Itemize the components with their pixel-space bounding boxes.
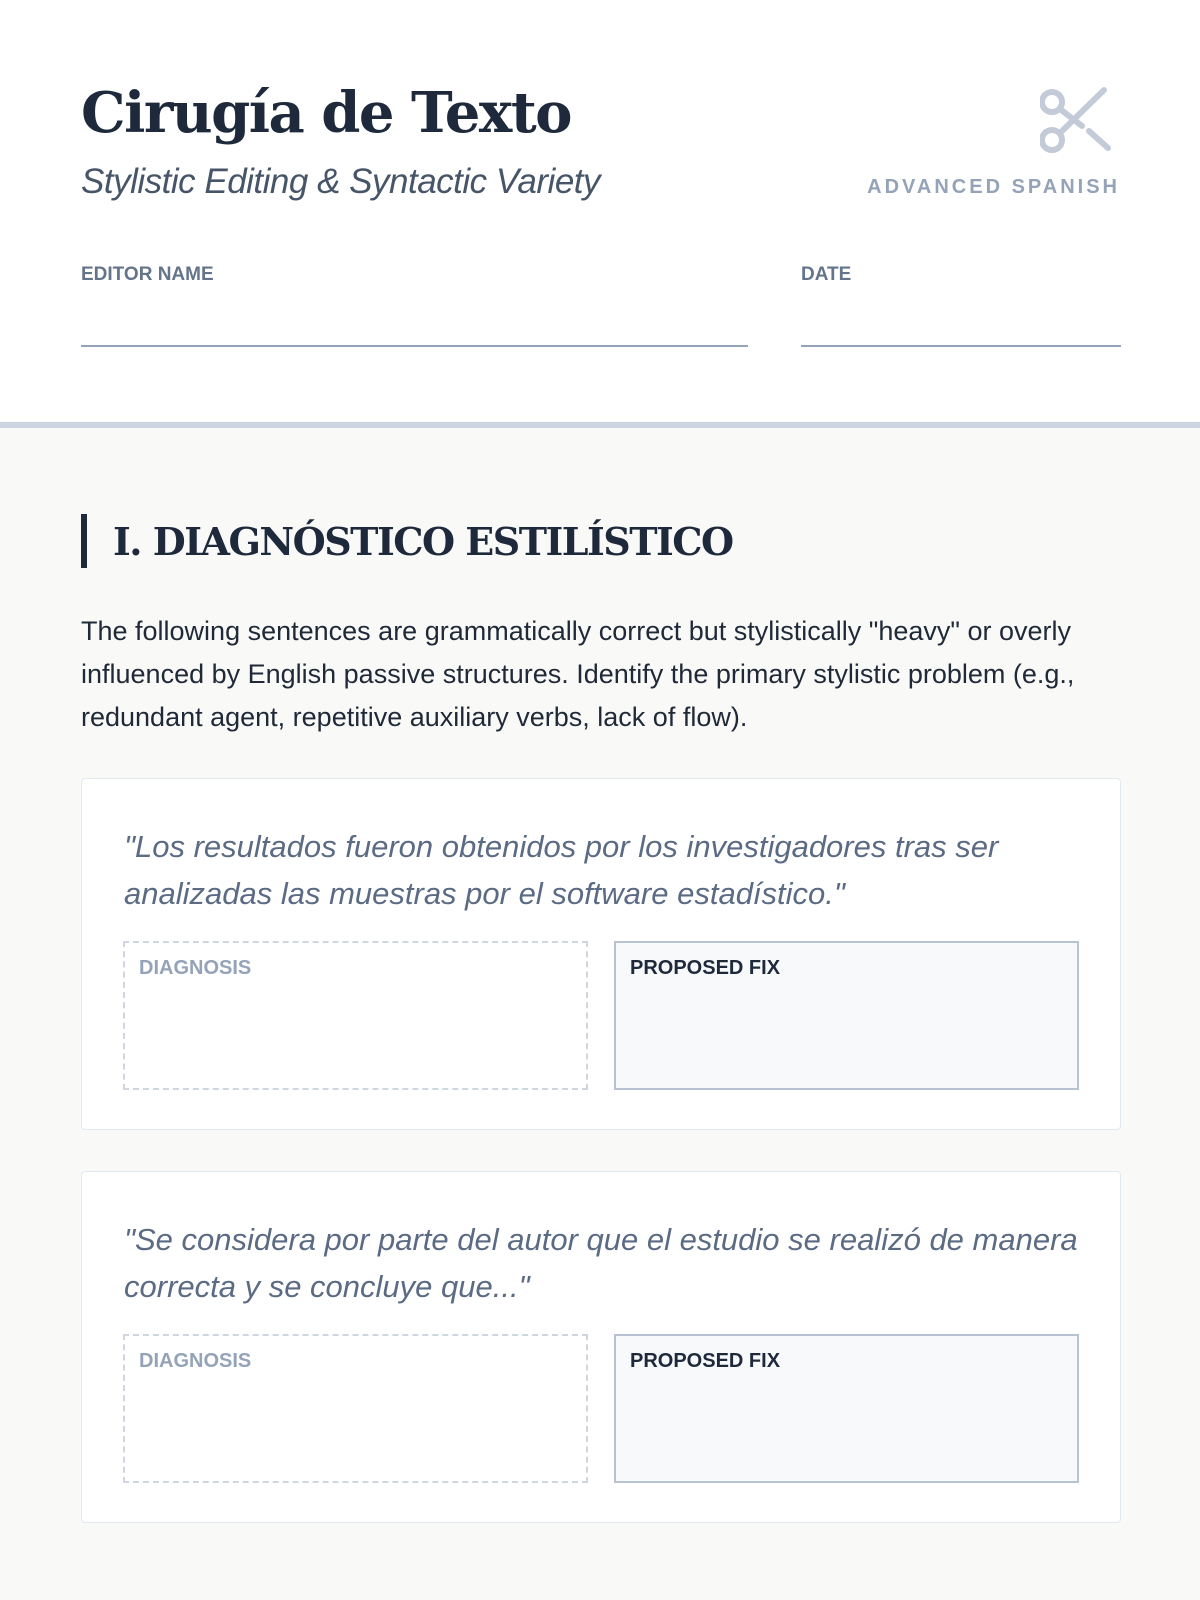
section-title: I. DIAGNÓSTICO ESTILÍSTICO <box>113 518 733 564</box>
editor-name-label: EDITOR NAME <box>81 264 214 285</box>
level-label: ADVANCED SPANISH <box>867 176 1120 198</box>
date-field[interactable] <box>801 345 1121 347</box>
proposed-fix-field[interactable] <box>614 941 1079 1090</box>
diagnosis-field[interactable] <box>123 1334 588 1483</box>
page-title: Cirugía de Texto <box>81 80 572 146</box>
proposed-fix-label: PROPOSED FIX <box>630 1350 781 1372</box>
page-subtitle: Stylistic Editing & Syntactic Variety <box>81 162 601 201</box>
diagnosis-label: DIAGNOSIS <box>139 1350 252 1372</box>
scissors-icon <box>1040 86 1114 156</box>
exercise-sentence: "Se considera por parte del autor que el estudio se realizó de manera correcta y se concluye que..." <box>124 1222 1078 1304</box>
section-heading <box>81 514 733 568</box>
exercise-sentence: "Los resultados fueron obtenidos por los investigadores tras ser analizadas las muestras por el software estadístico." <box>124 829 999 911</box>
diagnosis-field[interactable] <box>123 941 588 1090</box>
proposed-fix-label: PROPOSED FIX <box>630 957 781 979</box>
editor-name-field[interactable] <box>81 345 748 347</box>
exercise-card <box>81 1171 1121 1523</box>
worksheet-header <box>0 0 1200 428</box>
section-instructions: The following sentences are grammatically correct but stylistically "heavy" or overly influenced by English passive structures. Identify the primary stylistic problem (e.g., redundant agent, repetitive auxiliary verbs, lack of flow). <box>81 616 1075 732</box>
proposed-fix-field[interactable] <box>614 1334 1079 1483</box>
exercise-card <box>81 778 1121 1130</box>
date-label: DATE <box>801 264 852 285</box>
diagnosis-label: DIAGNOSIS <box>139 957 252 979</box>
